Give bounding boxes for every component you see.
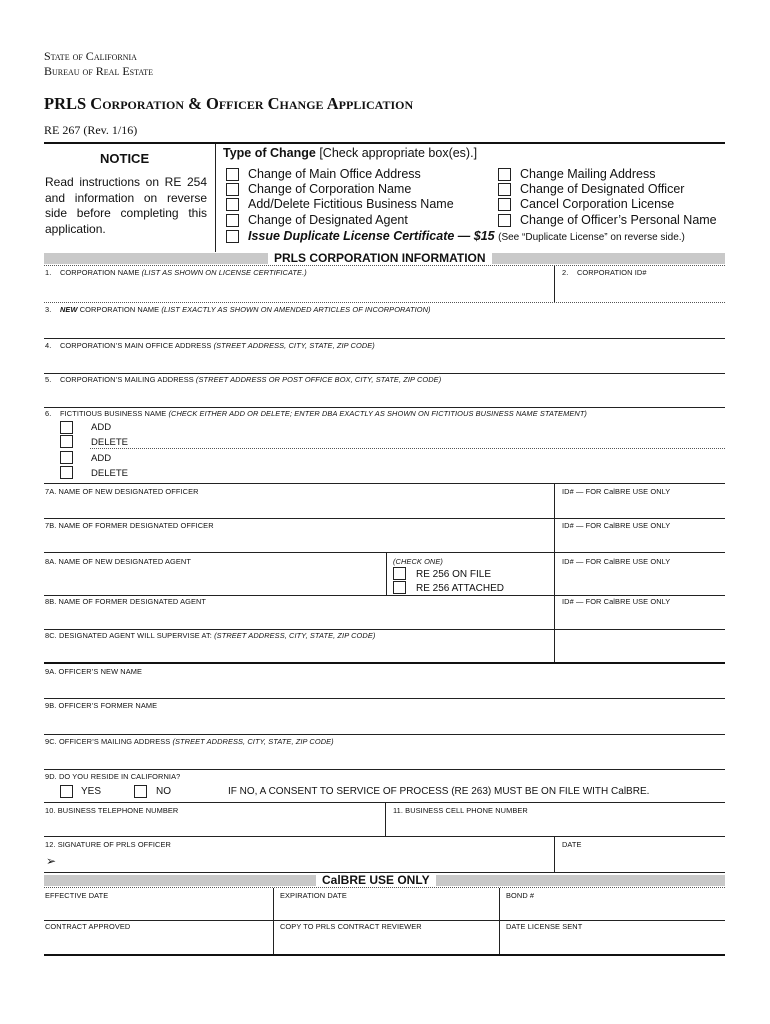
rule-after-9b — [44, 734, 725, 735]
checkbox-fbn-add-1[interactable] — [60, 421, 73, 434]
option-fictitious-name: Add/Delete Fictitious Business Name — [248, 197, 454, 211]
reside-yes-label: YES — [81, 786, 102, 797]
fbn-add-1-label: ADD — [91, 422, 112, 433]
field-7b-id-text: ID# — FOR CalBRE USE ONLY — [562, 521, 671, 530]
field-8c-hint: (STREET ADDRESS, CITY, STATE, ZIP CODE) — [214, 631, 376, 640]
type-of-change-heading — [223, 146, 477, 160]
divider-12-date — [554, 837, 555, 873]
checkbox-designated-agent[interactable] — [226, 214, 239, 227]
option-corp-name: Change of Corporation Name — [248, 182, 412, 196]
field-9c-label — [45, 737, 334, 746]
field-5-hint: (STREET ADDRESS OR POST OFFICE BOX, CITY, STATE, ZIP CODE) — [195, 375, 442, 384]
checkbox-officer-name[interactable] — [498, 214, 511, 227]
field-7b-label: 7B. NAME OF FORMER DESIGNATED OFFICER — [45, 521, 214, 530]
field-8c-label — [45, 631, 375, 640]
notice-body: Read instructions on RE 254 and information on reverse side before completing this application. — [45, 175, 207, 236]
calbre-band-rule — [44, 887, 725, 888]
field-8b-label: 8B. NAME OF FORMER DESIGNATED AGENT — [45, 597, 207, 606]
rule-after-1 — [44, 302, 725, 303]
field-6-label — [45, 409, 587, 418]
option-mailing-address: Change Mailing Address — [520, 167, 656, 181]
field-4-label — [45, 341, 375, 350]
field-9c-hint: (STREET ADDRESS, CITY, STATE, ZIP CODE) — [172, 737, 334, 746]
checkbox-main-office[interactable] — [226, 168, 239, 181]
duplicate-license-text: Issue Duplicate License Certificate — $15 — [248, 229, 495, 243]
rule-after-5 — [44, 407, 725, 408]
fbn-add-2-label: ADD — [91, 453, 112, 464]
field-3-hint: (LIST EXACTLY AS SHOWN ON AMENDED ARTICLES OF INCORPORATION) — [161, 305, 431, 314]
field-1-name: CORPORATION NAME — [60, 268, 140, 277]
checkbox-designated-officer[interactable] — [498, 183, 511, 196]
divider-8 — [554, 553, 555, 663]
form-title: PRLS Corporation & Officer Change Application — [44, 94, 414, 113]
field-10-label: 10. BUSINESS TELEPHONE NUMBER — [45, 806, 179, 815]
field-7b-id-label — [562, 521, 670, 530]
field-1-hint: (LIST AS SHOWN ON LICENSE CERTIFICATE.) — [141, 268, 307, 277]
rule-after-8c — [44, 662, 725, 664]
effective-date-label: EFFECTIVE DATE — [45, 891, 109, 900]
checkbox-mailing-address[interactable] — [498, 168, 511, 181]
type-of-change-hint: [Check appropriate box(es).] — [319, 146, 478, 160]
option-designated-agent: Change of Designated Agent — [248, 213, 408, 227]
option-officer-name: Change of Officer’s Personal Name — [520, 213, 717, 227]
field-3-label — [45, 305, 431, 314]
option-main-office: Change of Main Office Address — [248, 167, 421, 181]
checkbox-fbn-delete-2[interactable] — [60, 466, 73, 479]
fbn-line-1 — [90, 448, 725, 449]
check-one-text: (CHECK ONE) — [393, 557, 443, 566]
prls-section-title: PRLS CORPORATION INFORMATION — [268, 252, 492, 265]
checkbox-cancel-license[interactable] — [498, 198, 511, 211]
bond-label: BOND # — [506, 891, 535, 900]
field-8a-id-text: ID# — FOR CalBRE USE ONLY — [562, 557, 671, 566]
field-1-number: 1. — [45, 268, 52, 277]
checkbox-fbn-add-2[interactable] — [60, 451, 73, 464]
rule-after-8b — [44, 629, 725, 630]
field-9b-label: 9B. OFFICER’S FORMER NAME — [45, 701, 158, 710]
option-duplicate-license — [248, 229, 685, 243]
field-8b-id-label — [562, 597, 670, 606]
field-8b-id-text: ID# — FOR CalBRE USE ONLY — [562, 597, 671, 606]
field-9c-name: 9C. OFFICER’S MAILING ADDRESS — [45, 737, 171, 746]
field-4-number: 4. — [45, 341, 52, 350]
field-7a-id-text: ID# — FOR CalBRE USE ONLY — [562, 487, 671, 496]
signature-arrow-icon: ➢ — [46, 854, 57, 868]
divider-10-11 — [385, 803, 386, 837]
rule-after-9c — [44, 769, 725, 770]
field-11-label: 11. BUSINESS CELL PHONE NUMBER — [393, 806, 528, 815]
rule-after-7a — [44, 518, 725, 519]
checkbox-duplicate-license[interactable] — [226, 230, 239, 243]
field-5-label — [45, 375, 441, 384]
field-6-name: FICTITIOUS BUSINESS NAME — [60, 409, 167, 418]
field-5-name: CORPORATION’S MAILING ADDRESS — [60, 375, 194, 384]
consent-notice: IF NO, A CONSENT TO SERVICE OF PROCESS (RE 263) MUST BE ON FILE WITH CalBRE. — [228, 786, 650, 797]
divider-1-2 — [554, 266, 555, 303]
field-2-number: 2. — [562, 268, 569, 277]
field-6-hint: (CHECK EITHER ADD OR DELETE; ENTER DBA EXACTLY AS SHOWN ON FICTITIOUS BUSINESS NAME STATEMENT) — [168, 409, 587, 418]
checkbox-fbn-delete-1[interactable] — [60, 435, 73, 448]
option-cancel-license: Cancel Corporation License — [520, 197, 675, 211]
fbn-delete-2-label: DELETE — [91, 468, 128, 479]
field-3-name: CORPORATION NAME — [79, 305, 160, 314]
divider-8-check — [386, 553, 387, 595]
re256-attached-label: RE 256 ATTACHED — [416, 583, 504, 594]
checkbox-reside-no[interactable] — [134, 785, 147, 798]
field-8a-label: 8A. NAME OF NEW DESIGNATED AGENT — [45, 557, 191, 566]
agency-line-2: Bureau of Real Estate — [44, 64, 154, 78]
field-9d-label: 9D. DO YOU RESIDE IN CALIFORNIA? — [45, 772, 181, 781]
checkbox-reside-yes[interactable] — [60, 785, 73, 798]
reside-no-label: NO — [156, 786, 171, 797]
option-designated-officer: Change of Designated Officer — [520, 182, 685, 196]
field-1-label — [45, 268, 307, 277]
rule-after-7b — [44, 552, 725, 553]
field-12-label: 12. SIGNATURE OF PRLS OFFICER — [45, 840, 171, 849]
field-2-label — [562, 268, 647, 277]
checkbox-fictitious-name[interactable] — [226, 198, 239, 211]
rule-after-8a — [44, 595, 725, 596]
agency-line-1: State of California — [44, 49, 137, 63]
field-4-hint: (STREET ADDRESS, CITY, STATE, ZIP CODE) — [213, 341, 375, 350]
field-6-number: 6. — [45, 409, 52, 418]
field-7a-label: 7A. NAME OF NEW DESIGNATED OFFICER — [45, 487, 199, 496]
rule-after-10 — [44, 836, 725, 837]
field-8c-name: 8C. DESIGNATED AGENT WILL SUPERVISE AT: — [45, 631, 212, 640]
checkbox-corp-name[interactable] — [226, 183, 239, 196]
rule-after-6 — [44, 483, 725, 484]
duplicate-license-note: (See “Duplicate License” on reverse side.) — [498, 232, 685, 243]
field-4-name: CORPORATION’S MAIN OFFICE ADDRESS — [60, 341, 212, 350]
field-3-new: NEW — [60, 305, 78, 314]
type-of-change-title: Type of Change — [223, 146, 316, 160]
copy-reviewer-label: COPY TO PRLS CONTRACT REVIEWER — [280, 922, 422, 931]
field-5-number: 5. — [45, 375, 52, 384]
calbre-divider-2 — [499, 888, 500, 954]
field-9a-label: 9A. OFFICER’S NEW NAME — [45, 667, 143, 676]
notice-heading: NOTICE — [100, 151, 150, 166]
rule-after-9a — [44, 698, 725, 699]
rule-after-4 — [44, 373, 725, 374]
calbre-mid-rule — [44, 920, 725, 921]
field-7a-id-label — [562, 487, 670, 496]
contract-approved-label: CONTRACT APPROVED — [45, 922, 131, 931]
calbre-title: CalBRE USE ONLY — [316, 874, 436, 887]
field-8a-id-label — [562, 557, 670, 566]
date-label: DATE — [562, 840, 582, 849]
rule-after-3 — [44, 338, 725, 339]
prls-band-rule — [44, 265, 725, 266]
calbre-divider-1 — [273, 888, 274, 954]
notice-divider — [215, 144, 216, 252]
checkbox-re256-attached[interactable] — [393, 581, 406, 594]
re256-on-file-label: RE 256 ON FILE — [416, 569, 492, 580]
expiration-date-label: EXPIRATION DATE — [280, 891, 347, 900]
bottom-rule — [44, 954, 725, 956]
fbn-delete-1-label: DELETE — [91, 437, 128, 448]
header-rule — [44, 142, 725, 144]
checkbox-re256-on-file[interactable] — [393, 567, 406, 580]
field-2-name: CORPORATION ID# — [577, 268, 647, 277]
field-3-number: 3. — [45, 305, 52, 314]
form-number: RE 267 (Rev. 1/16) — [44, 123, 138, 137]
check-one-label — [393, 557, 443, 566]
date-license-sent-label: DATE LICENSE SENT — [506, 922, 583, 931]
